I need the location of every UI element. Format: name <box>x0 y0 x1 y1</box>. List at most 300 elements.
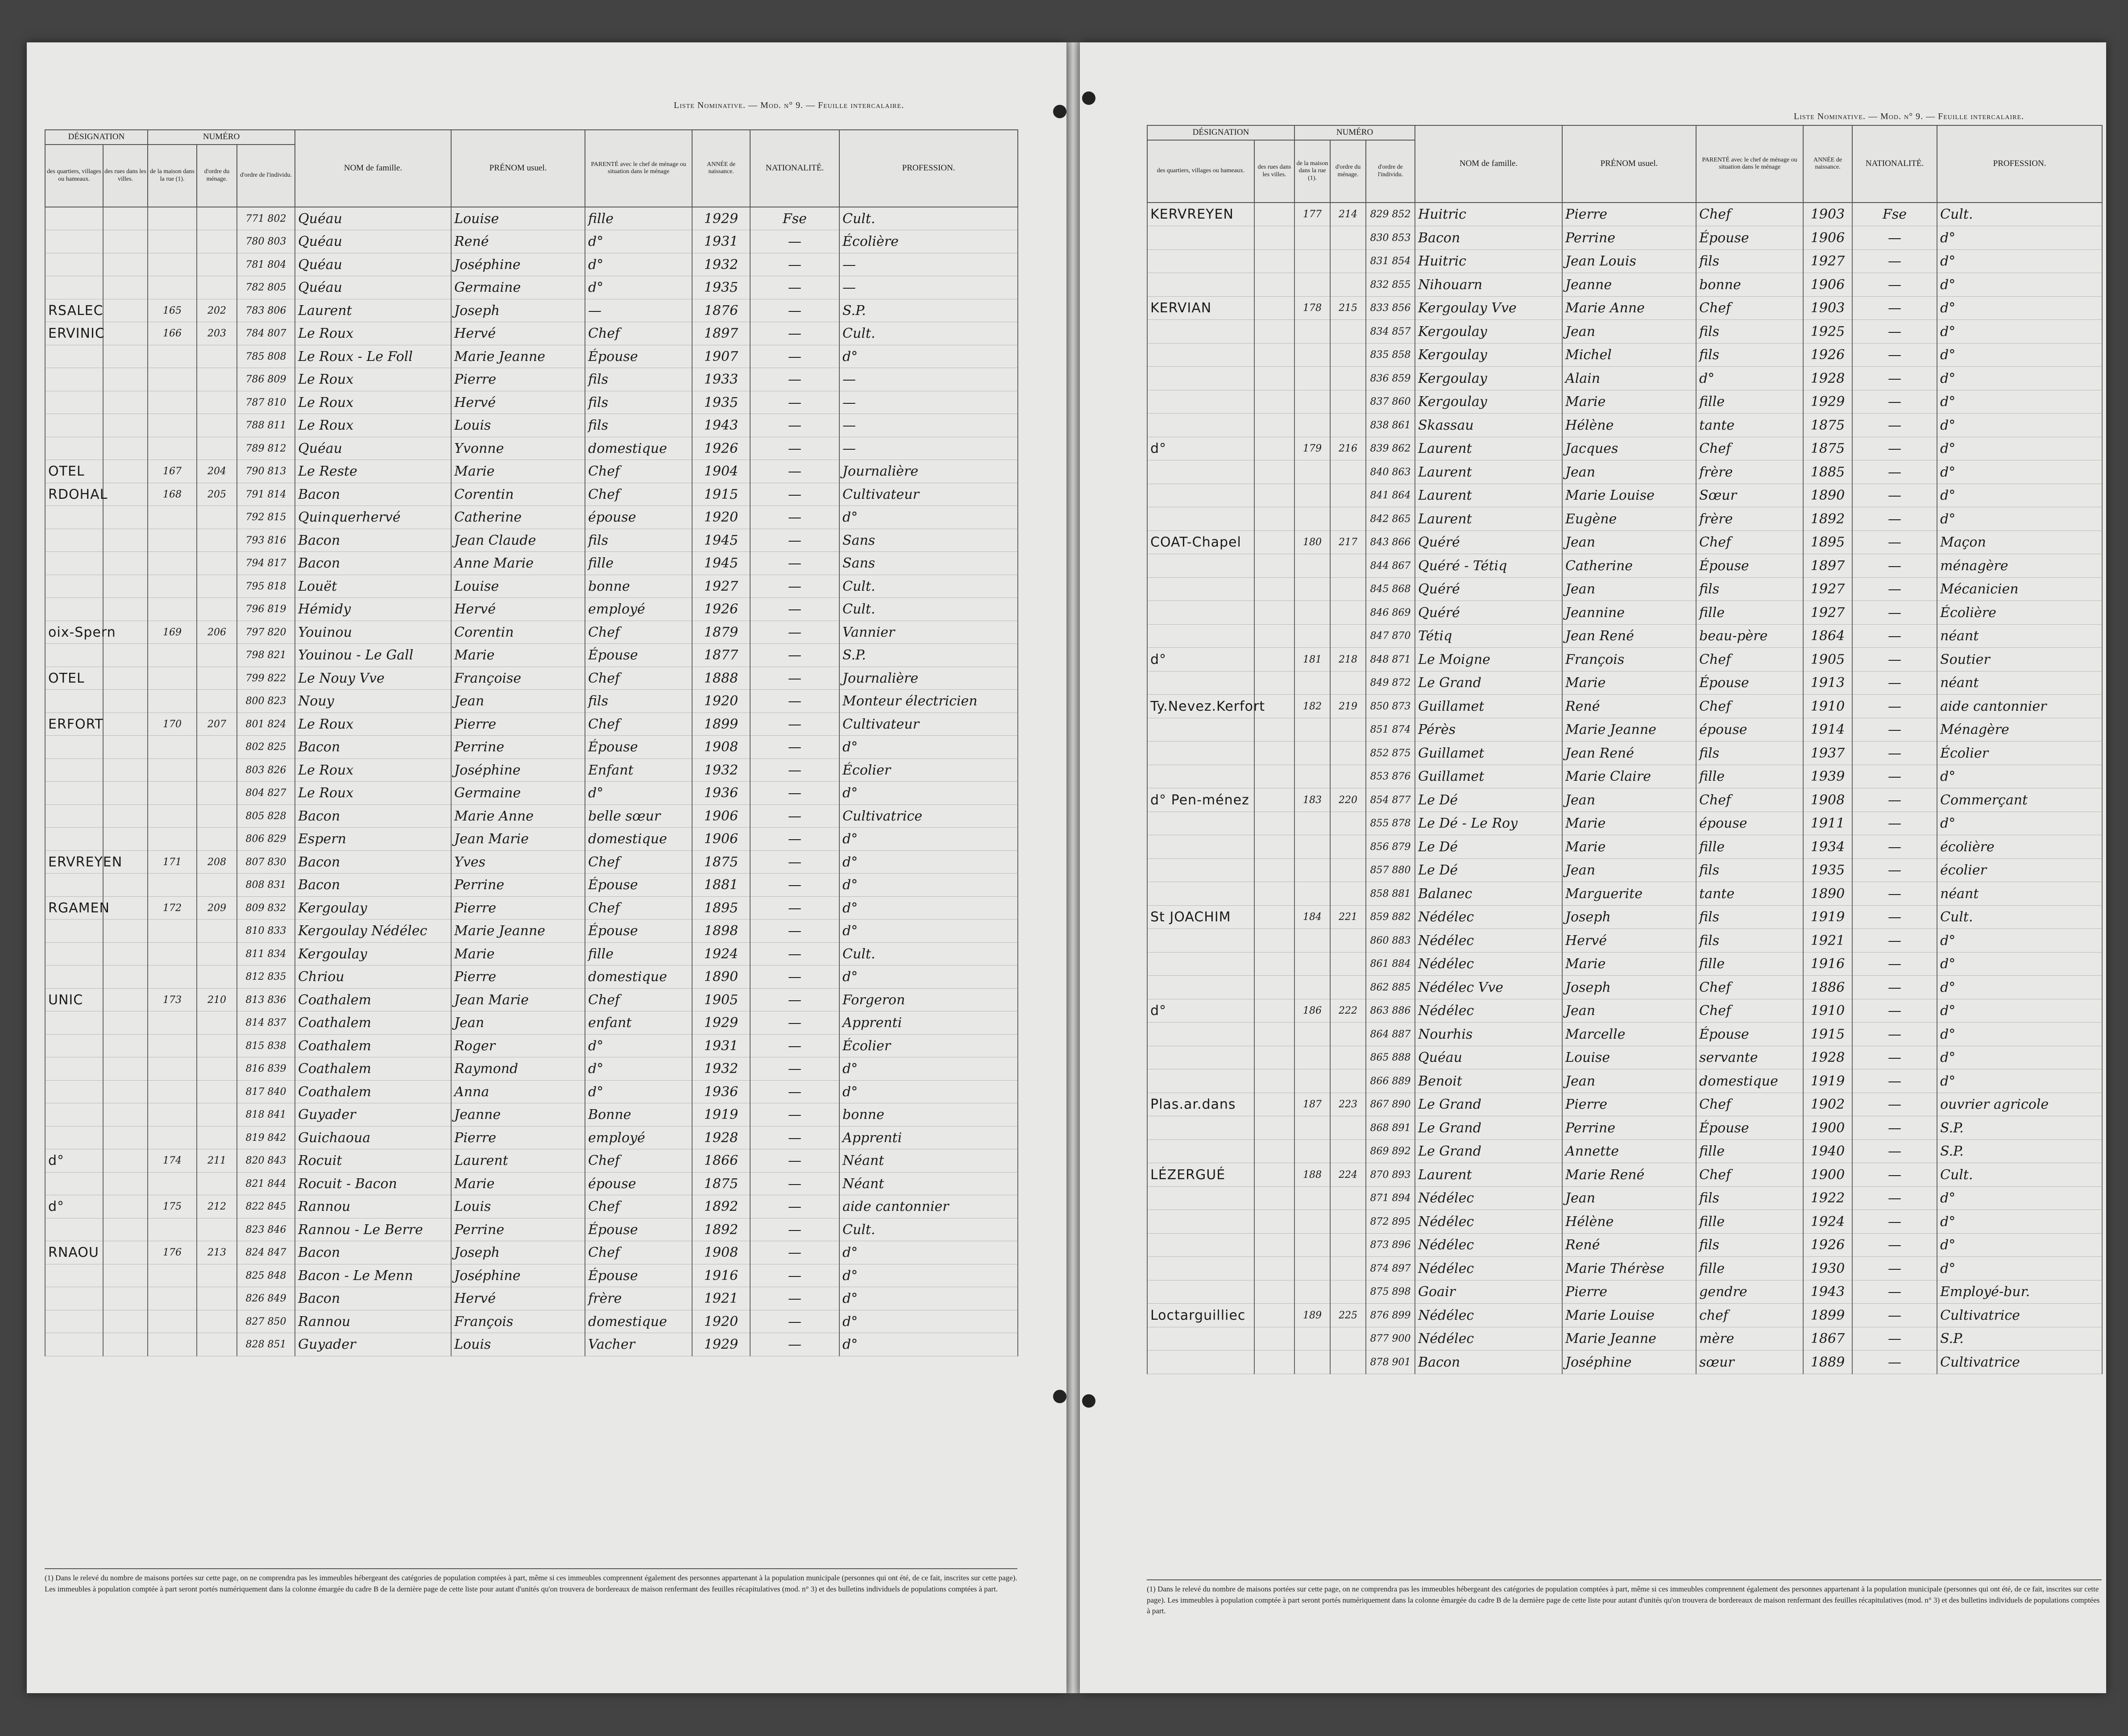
birth-year-cell: 1904 <box>692 460 750 483</box>
relationship-cell: Épouse <box>585 1264 692 1287</box>
house-number-cell <box>1294 624 1330 648</box>
firstname-cell: Marie <box>451 460 585 483</box>
individual-number-cell: 793 816 <box>237 529 295 552</box>
nationality-cell: — <box>750 758 839 782</box>
census-row <box>1147 296 2102 320</box>
locality-cell <box>1147 1327 1254 1351</box>
household-number-cell <box>197 414 237 437</box>
individual-number-cell: 874 897 <box>1366 1257 1415 1280</box>
surname-cell: Bacon <box>295 529 451 552</box>
profession-cell: d° <box>1937 226 2102 250</box>
nationality-cell: — <box>750 529 839 552</box>
surname-cell: Bacon <box>295 850 451 874</box>
firstname-cell: Joseph <box>1562 905 1696 929</box>
birth-year-cell: 1920 <box>692 690 750 713</box>
household-number-cell <box>1330 1351 1366 1374</box>
nationality-cell: — <box>1852 390 1937 414</box>
relationship-cell: fille <box>1696 765 1803 788</box>
locality-cell <box>1147 624 1254 648</box>
street-cell <box>103 804 148 828</box>
street-cell <box>103 988 148 1011</box>
relationship-cell: d° <box>585 782 692 805</box>
firstname-cell: Marcelle <box>1562 1023 1696 1046</box>
profession-cell: Vannier <box>839 621 1018 644</box>
nationality-cell: — <box>1852 1233 1937 1257</box>
locality-cell <box>1147 249 1254 273</box>
household-number-cell <box>1330 507 1366 531</box>
birth-year-cell: 1943 <box>692 414 750 437</box>
nationality-cell: — <box>1852 226 1937 250</box>
nationality-cell: — <box>1852 273 1937 297</box>
header-prenom: PRÉNOM usuel. <box>1562 125 1696 203</box>
profession-cell: Cult. <box>839 575 1018 598</box>
firstname-cell: Jean <box>451 1011 585 1035</box>
individual-number-cell: 823 846 <box>237 1218 295 1241</box>
census-row <box>1147 390 2102 414</box>
firstname-cell: Jean <box>1562 858 1696 882</box>
surname-cell: Rocuit <box>295 1149 451 1173</box>
census-row <box>1147 1210 2102 1234</box>
nationality-cell: — <box>1852 1139 1937 1163</box>
book-spine <box>1066 42 1081 1693</box>
relationship-cell: gendre <box>1696 1280 1803 1304</box>
house-number-cell: 186 <box>1294 999 1330 1023</box>
household-number-cell: 215 <box>1330 296 1366 320</box>
birth-year-cell: 1899 <box>1803 1304 1852 1327</box>
individual-number-cell: 825 848 <box>237 1264 295 1287</box>
house-number-cell <box>148 736 197 759</box>
locality-cell <box>45 276 103 299</box>
household-number-cell: 224 <box>1330 1163 1366 1187</box>
birth-year-cell: 1889 <box>1803 1351 1852 1374</box>
profession-cell: — <box>839 253 1018 276</box>
surname-cell: Bacon - Le Menn <box>295 1264 451 1287</box>
individual-number-cell: 817 840 <box>237 1080 295 1103</box>
nationality-cell: — <box>750 896 839 920</box>
surname-cell: Le Dé - Le Roy <box>1415 812 1562 835</box>
individual-number-cell: 836 859 <box>1366 367 1415 390</box>
nationality-cell: — <box>750 1034 839 1057</box>
house-number-cell <box>1294 484 1330 507</box>
locality-cell <box>1147 812 1254 835</box>
nationality-cell: — <box>1852 1023 1937 1046</box>
birth-year-cell: 1934 <box>1803 835 1852 859</box>
household-number-cell: 211 <box>197 1149 237 1173</box>
profession-cell: — <box>839 276 1018 299</box>
profession-cell: néant <box>1937 624 2102 648</box>
profession-cell: Commerçant <box>1937 788 2102 812</box>
nationality-cell: — <box>750 368 839 391</box>
house-number-cell: 180 <box>1294 530 1330 554</box>
census-row <box>45 1195 1018 1218</box>
house-number-cell <box>1294 1023 1330 1046</box>
surname-cell: Nédélec <box>1415 905 1562 929</box>
birth-year-cell: 1921 <box>692 1287 750 1310</box>
census-row <box>1147 414 2102 437</box>
relationship-cell: — <box>585 299 692 322</box>
household-number-cell <box>197 506 237 529</box>
locality-cell <box>1147 390 1254 414</box>
surname-cell: Coathalem <box>295 1034 451 1057</box>
profession-cell: d° <box>1937 460 2102 484</box>
individual-number-cell: 835 858 <box>1366 343 1415 367</box>
census-row <box>45 736 1018 759</box>
house-number-cell <box>148 368 197 391</box>
locality-cell: RNAOU <box>45 1241 103 1264</box>
household-number-cell <box>197 942 237 965</box>
individual-number-cell: 870 893 <box>1366 1163 1415 1187</box>
profession-cell: ouvrier agricole <box>1937 1093 2102 1116</box>
census-table-right <box>1147 125 2103 1374</box>
nationality-cell: Fse <box>1852 203 1937 226</box>
binding-hole <box>1053 105 1066 118</box>
street-cell <box>103 920 148 943</box>
street-cell <box>103 437 148 460</box>
footnote-rule <box>1147 1579 2102 1580</box>
birth-year-cell: 1908 <box>692 1241 750 1264</box>
household-number-cell <box>1330 1186 1366 1210</box>
locality-cell <box>45 1034 103 1057</box>
firstname-cell: Pierre <box>451 368 585 391</box>
profession-cell: d° <box>1937 320 2102 344</box>
house-number-cell <box>148 437 197 460</box>
profession-cell: Monteur électricien <box>839 690 1018 713</box>
street-cell <box>1254 554 1294 578</box>
relationship-cell: Chef <box>1696 530 1803 554</box>
relationship-cell: fils <box>1696 929 1803 953</box>
census-row <box>1147 1257 2102 1280</box>
relationship-cell: Épouse <box>1696 226 1803 250</box>
profession-cell: d° <box>1937 1210 2102 1234</box>
locality-cell: RGAMEN <box>45 896 103 920</box>
household-number-cell <box>197 1287 237 1310</box>
header-designation: DÉSIGNATION <box>45 130 148 145</box>
house-number-cell <box>1294 1046 1330 1069</box>
birth-year-cell: 1945 <box>692 552 750 575</box>
house-number-cell <box>148 1172 197 1195</box>
surname-cell: Guichaoua <box>295 1126 451 1149</box>
street-cell <box>1254 390 1294 414</box>
nationality-cell: — <box>1852 695 1937 718</box>
birth-year-cell: 1936 <box>692 782 750 805</box>
census-row <box>45 920 1018 943</box>
nationality-cell: — <box>1852 765 1937 788</box>
household-number-cell <box>1330 601 1366 625</box>
street-cell <box>1254 1046 1294 1069</box>
locality-cell: ERFORT <box>45 713 103 736</box>
census-row <box>1147 999 2102 1023</box>
relationship-cell: d° <box>585 1080 692 1103</box>
individual-number-cell: 830 853 <box>1366 226 1415 250</box>
firstname-cell: Louis <box>451 1195 585 1218</box>
census-row <box>45 460 1018 483</box>
household-number-cell <box>1330 858 1366 882</box>
profession-cell: d° <box>1937 1233 2102 1257</box>
profession-cell: Ménagère <box>1937 718 2102 742</box>
birth-year-cell: 1937 <box>1803 742 1852 765</box>
birth-year-cell: 1906 <box>1803 273 1852 297</box>
street-cell <box>103 1080 148 1103</box>
nationality-cell: — <box>750 506 839 529</box>
surname-cell: Espern <box>295 828 451 851</box>
census-row <box>1147 1116 2102 1140</box>
individual-number-cell: 827 850 <box>237 1310 295 1333</box>
house-number-cell: 187 <box>1294 1093 1330 1116</box>
birth-year-cell: 1943 <box>1803 1280 1852 1304</box>
nationality-cell: — <box>750 1149 839 1173</box>
relationship-cell: belle sœur <box>585 804 692 828</box>
surname-cell: Nédélec <box>1415 1233 1562 1257</box>
individual-number-cell: 877 900 <box>1366 1327 1415 1351</box>
house-number-cell: 183 <box>1294 788 1330 812</box>
profession-cell: Sans <box>839 529 1018 552</box>
profession-cell: Écolier <box>839 1034 1018 1057</box>
relationship-cell: bonne <box>585 575 692 598</box>
firstname-cell: Yves <box>451 850 585 874</box>
census-row <box>1147 1046 2102 1069</box>
firstname-cell: Jean <box>1562 1069 1696 1093</box>
street-cell <box>103 1149 148 1173</box>
birth-year-cell: 1928 <box>692 1126 750 1149</box>
census-row <box>1147 1186 2102 1210</box>
street-cell <box>103 736 148 759</box>
nationality-cell: — <box>1852 1069 1937 1093</box>
firstname-cell: Louise <box>451 207 585 230</box>
locality-cell <box>1147 414 1254 437</box>
street-cell <box>103 874 148 897</box>
locality-cell <box>45 598 103 621</box>
street-cell <box>103 965 148 989</box>
page-title: Liste Nominative. — Mod. n° 9. — Feuille intercalaire. <box>1794 112 2024 121</box>
census-row <box>45 965 1018 989</box>
street-cell <box>1254 249 1294 273</box>
relationship-cell: Épouse <box>585 644 692 667</box>
firstname-cell: Marie Louise <box>1562 1304 1696 1327</box>
nationality-cell: — <box>750 965 839 989</box>
firstname-cell: Alain <box>1562 367 1696 390</box>
surname-cell: Quéau <box>295 437 451 460</box>
profession-cell: Néant <box>839 1172 1018 1195</box>
birth-year-cell: 1906 <box>1803 226 1852 250</box>
birth-year-cell: 1895 <box>1803 530 1852 554</box>
firstname-cell: Marie Jeanne <box>1562 1327 1696 1351</box>
relationship-cell: Chef <box>585 1241 692 1264</box>
birth-year-cell: 1936 <box>692 1080 750 1103</box>
firstname-cell: Jean <box>1562 530 1696 554</box>
header-parente: PARENTÉ avec le chef de ménage ou situation dans le ménage <box>1696 125 1803 203</box>
nationality-cell: — <box>750 828 839 851</box>
relationship-cell: fils <box>1696 858 1803 882</box>
street-cell <box>1254 577 1294 601</box>
census-row <box>45 575 1018 598</box>
house-number-cell <box>148 690 197 713</box>
profession-cell: d° <box>839 828 1018 851</box>
household-number-cell <box>197 552 237 575</box>
footnote-rule <box>45 1568 1017 1569</box>
relationship-cell: Chef <box>1696 437 1803 460</box>
locality-cell <box>45 345 103 368</box>
individual-number-cell: 876 899 <box>1366 1304 1415 1327</box>
street-cell <box>1254 343 1294 367</box>
house-number-cell <box>1294 1210 1330 1234</box>
surname-cell: Rannou <box>295 1195 451 1218</box>
nationality-cell: — <box>750 414 839 437</box>
birth-year-cell: 1885 <box>1803 460 1852 484</box>
house-number-cell: 167 <box>148 460 197 483</box>
profession-cell: Apprenti <box>839 1126 1018 1149</box>
individual-number-cell: 781 804 <box>237 253 295 276</box>
individual-number-cell: 848 871 <box>1366 648 1415 671</box>
profession-cell: S.P. <box>1937 1327 2102 1351</box>
profession-cell: d° <box>1937 484 2102 507</box>
header-quartiers: des quartiers, villages ou hameaux. <box>1147 140 1254 203</box>
locality-cell <box>1147 742 1254 765</box>
relationship-cell: fille <box>1696 952 1803 976</box>
street-cell <box>1254 296 1294 320</box>
individual-number-cell: 824 847 <box>237 1241 295 1264</box>
individual-number-cell: 791 814 <box>237 483 295 506</box>
census-row <box>1147 624 2102 648</box>
street-cell <box>1254 999 1294 1023</box>
street-cell <box>1254 882 1294 906</box>
firstname-cell: Hervé <box>451 598 585 621</box>
house-number-cell <box>148 1264 197 1287</box>
house-number-cell <box>1294 414 1330 437</box>
relationship-cell: fils <box>1696 577 1803 601</box>
locality-cell <box>1147 1351 1254 1374</box>
profession-cell: d° <box>1937 507 2102 531</box>
right-page <box>1080 42 2106 1693</box>
nationality-cell: — <box>1852 414 1937 437</box>
birth-year-cell: 1929 <box>692 1333 750 1356</box>
surname-cell: Coathalem <box>295 1011 451 1035</box>
nationality-cell: — <box>1852 976 1937 999</box>
census-row <box>1147 1023 2102 1046</box>
individual-number-cell: 872 895 <box>1366 1210 1415 1234</box>
firstname-cell: Pierre <box>451 965 585 989</box>
surname-cell: Nédélec Vve <box>1415 976 1562 999</box>
birth-year-cell: 1905 <box>1803 648 1852 671</box>
household-number-cell: 218 <box>1330 648 1366 671</box>
census-row <box>45 1218 1018 1241</box>
relationship-cell: Chef <box>1696 648 1803 671</box>
relationship-cell: fille <box>1696 835 1803 859</box>
census-row <box>1147 226 2102 250</box>
surname-cell: Nédélec <box>1415 929 1562 953</box>
firstname-cell: Joséphine <box>1562 1351 1696 1374</box>
birth-year-cell: 1926 <box>692 598 750 621</box>
relationship-cell: Chef <box>585 713 692 736</box>
household-number-cell: 225 <box>1330 1304 1366 1327</box>
firstname-cell: Pierre <box>1562 1280 1696 1304</box>
nationality-cell: — <box>1852 577 1937 601</box>
header-individu: d'ordre de l'individu. <box>237 145 295 207</box>
nationality-cell: — <box>750 345 839 368</box>
nationality-cell: — <box>750 437 839 460</box>
profession-cell: — <box>839 414 1018 437</box>
household-number-cell <box>197 758 237 782</box>
individual-number-cell: 842 865 <box>1366 507 1415 531</box>
nationality-cell: — <box>1852 742 1937 765</box>
surname-cell: Laurent <box>1415 507 1562 531</box>
census-row <box>1147 882 2102 906</box>
street-cell <box>103 391 148 414</box>
nationality-cell: — <box>750 1011 839 1035</box>
house-number-cell <box>1294 671 1330 695</box>
nationality-cell: — <box>1852 812 1937 835</box>
relationship-cell: Chef <box>1696 1163 1803 1187</box>
individual-number-cell: 812 835 <box>237 965 295 989</box>
profession-cell: — <box>839 368 1018 391</box>
birth-year-cell: 1892 <box>692 1195 750 1218</box>
street-cell <box>1254 742 1294 765</box>
individual-number-cell: 840 863 <box>1366 460 1415 484</box>
census-row <box>1147 320 2102 344</box>
individual-number-cell: 808 831 <box>237 874 295 897</box>
street-cell <box>103 253 148 276</box>
census-row <box>45 368 1018 391</box>
census-row <box>1147 742 2102 765</box>
census-row <box>45 621 1018 644</box>
nationality-cell: — <box>750 483 839 506</box>
firstname-cell: Hervé <box>1562 929 1696 953</box>
locality-cell <box>45 1080 103 1103</box>
profession-cell: Cultivatrice <box>1937 1351 2102 1374</box>
census-row <box>45 828 1018 851</box>
firstname-cell: Marie <box>1562 835 1696 859</box>
individual-number-cell: 867 890 <box>1366 1093 1415 1116</box>
surname-cell: Le Roux <box>295 782 451 805</box>
profession-cell: d° <box>839 965 1018 989</box>
birth-year-cell: 1935 <box>692 391 750 414</box>
household-number-cell: 212 <box>197 1195 237 1218</box>
locality-cell <box>1147 1046 1254 1069</box>
nationality-cell: — <box>750 1126 839 1149</box>
house-number-cell <box>1294 1351 1330 1374</box>
individual-number-cell: 814 837 <box>237 1011 295 1035</box>
surname-cell: Bacon <box>295 804 451 828</box>
birth-year-cell: 1890 <box>692 965 750 989</box>
profession-cell: Cult. <box>839 207 1018 230</box>
firstname-cell: Hélène <box>1562 1210 1696 1234</box>
surname-cell: Benoit <box>1415 1069 1562 1093</box>
census-row <box>1147 1280 2102 1304</box>
individual-number-cell: 789 812 <box>237 437 295 460</box>
surname-cell: Youinou - Le Gall <box>295 644 451 667</box>
profession-cell: Écolier <box>1937 742 2102 765</box>
surname-cell: Bacon <box>295 874 451 897</box>
locality-cell <box>45 253 103 276</box>
household-number-cell <box>1330 343 1366 367</box>
individual-number-cell: 829 852 <box>1366 203 1415 226</box>
census-row <box>1147 1069 2102 1093</box>
nationality-cell: — <box>1852 601 1937 625</box>
street-cell <box>1254 1257 1294 1280</box>
street-cell <box>103 1264 148 1287</box>
birth-year-cell: 1926 <box>1803 343 1852 367</box>
house-number-cell <box>1294 929 1330 953</box>
birth-year-cell: 1913 <box>1803 671 1852 695</box>
relationship-cell: d° <box>585 1057 692 1081</box>
nationality-cell: — <box>1852 437 1937 460</box>
nationality-cell: — <box>1852 1210 1937 1234</box>
profession-cell: d° <box>1937 1257 2102 1280</box>
locality-cell <box>1147 1210 1254 1234</box>
nationality-cell: — <box>1852 484 1937 507</box>
nationality-cell: — <box>750 1080 839 1103</box>
locality-cell: Loctarguilliec <box>1147 1304 1254 1327</box>
footnote: (1) Dans le relevé du nombre de maisons portées sur cette page, on ne comprendra pas les immeubles hébergeant des catégories de population comptées à part, même si ces immeubles comprennent également des personnes appartenant à la population municipale (personnes qui ont été, de ce fait, inscrites sur cette page). Les immeubles à population comptée à part seront portés numériquement dans la colonne émargée du cadre B de la dernière page de cette liste pour autant d'unités qu'on trouvera de bordereaux de maison renfermant des feuilles récapitulatives (mod. n° 3) et des bulletins individuels de populations comptées à part. <box>1147 1585 2100 1616</box>
